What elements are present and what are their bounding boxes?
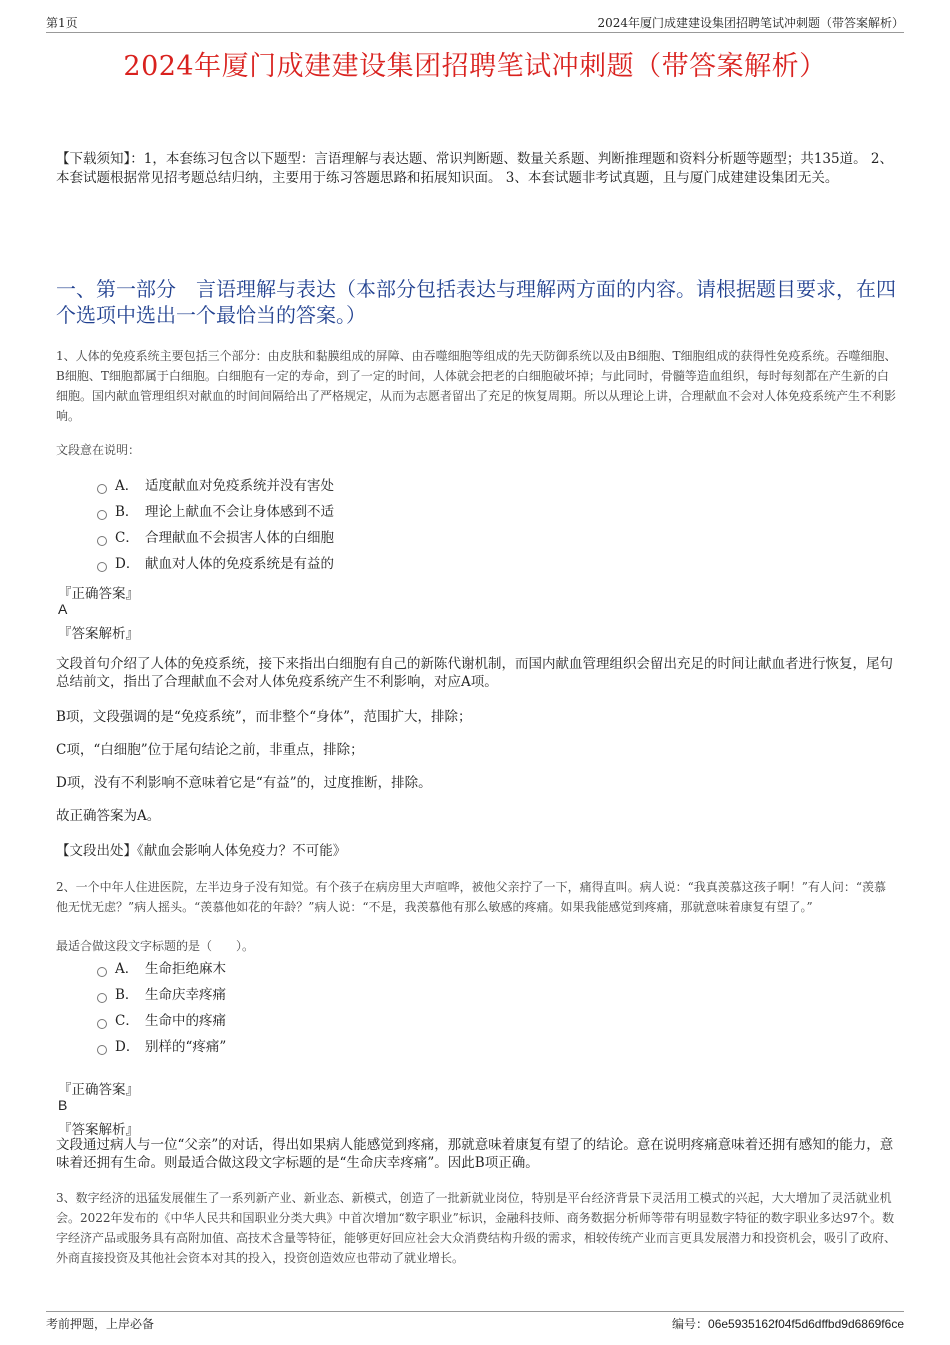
q2-option-a[interactable]: A． 生命拒绝麻木: [97, 959, 226, 979]
radio-icon[interactable]: [97, 484, 107, 494]
footer-slogan: 考前押题，上岸必备: [46, 1317, 155, 1331]
q2-analysis-label: 『答案解析』: [58, 1122, 139, 1138]
radio-icon[interactable]: [97, 993, 107, 1003]
page-number: 第1页: [46, 16, 78, 30]
q1-correct-label: 『正确答案』: [58, 586, 139, 602]
q1-option-a[interactable]: A． 适度献血对免疫系统并没有害处: [97, 476, 334, 496]
download-notice: 【下载须知】：1，本套练习包含以下题型：言语理解与表达题、常识判断题、数量关系题、判断推理题和资料分析题等题型；共135道。 2、本套试题根据常见招考题总结归纳，主要用于练习答题思路和拓展知识面。 3、本套试题非考试真题，且与厦门成建建设集团无关。: [56, 151, 893, 186]
footer-doc-id: 编号：06e5935162f04f5d6dffbd9d6869f6ce: [672, 1317, 904, 1331]
header-doc-title: 2024年厦门成建建设集团招聘笔试冲刺题（带答案解析）: [597, 16, 904, 30]
radio-icon[interactable]: [97, 967, 107, 977]
q1-analysis-label: 『答案解析』: [58, 626, 139, 642]
q1-question: 文段意在说明：: [56, 443, 141, 457]
radio-icon[interactable]: [97, 1019, 107, 1029]
radio-icon[interactable]: [97, 562, 107, 572]
q1-correct-answer: A: [58, 601, 68, 617]
q2-option-c[interactable]: C． 生命中的疼痛: [97, 1011, 226, 1031]
q1-option-c[interactable]: C． 合理献血不会损害人体的白细胞: [97, 528, 334, 548]
q1-analysis-p4: D项，没有不利影响不意味着它是“有益”的，过度推断，排除。: [56, 775, 432, 791]
q2-stem: 2、一个中年人住进医院，左半边身子没有知觉。有个孩子在病房里大声喧哗，被他父亲拧了一下，痛得直叫。病人说：“我真羡慕这孩子啊！”有人问：“羡慕他无忧无虑？”病人摇头。“羡慕他如花的年龄？”病人说：“不是，我羡慕他有那么敏感的疼痛。如果我能感觉到疼痛，那就意味着康复有望了。”: [56, 880, 887, 914]
q2-option-d[interactable]: D． 别样的“疼痛”: [97, 1037, 226, 1057]
section-heading: 一、第一部分 言语理解与表达（本部分包括表达与理解两方面的内容。请根据题目要求，在四个选项中选出一个最恰当的答案。）: [56, 277, 896, 327]
q1-option-d[interactable]: D． 献血对人体的免疫系统是有益的: [97, 554, 334, 574]
q2-analysis: 文段通过病人与一位“父亲”的对话，得出如果病人能感觉到疼痛，那就意味着康复有望了的结论。意在说明疼痛意味着还拥有感知的能力，意味着还拥有生命。则最适合做这段文字标题的是“生命庆幸疼痛”。因此B项正确。: [56, 1137, 894, 1171]
q1-analysis-p3: C项，“白细胞”位于尾句结论之前，非重点，排除；: [56, 742, 364, 758]
q2-option-b[interactable]: B． 生命庆幸疼痛: [97, 985, 226, 1005]
q2-question: 最适合做这段文字标题的是（ ）。: [56, 939, 255, 953]
q1-analysis-p2: B项，文段强调的是“免疫系统”，而非整个“身体”，范围扩大，排除；: [56, 709, 472, 725]
q2-correct-answer: B: [58, 1097, 68, 1113]
radio-icon[interactable]: [97, 1045, 107, 1055]
q1-analysis-p1: 文段首句介绍了人体的免疫系统，接下来指出白细胞有自己的新陈代谢机制，而国内献血管理组织会留出充足的时间让献血者进行恢复，尾句总结前文，指出了合理献血不会对人体免疫系统产生不利影响，对应A项。: [56, 656, 893, 690]
q3-stem: 3、数字经济的迅猛发展催生了一系列新产业、新业态、新模式，创造了一批新就业岗位，特别是平台经济背景下灵活用工模式的兴起，大大增加了灵活就业机会。2022年发布的《中华人民共和国职业分类大典》中首次增加“数字职业”标识，金融科技师、商务数据分析师等带有明显数字特征的数字职业多达97个。数字经济产品或服务具有高附加值、高技术含量等特征，能够更好回应社会大众消费结构升级的需求，相较传统产业而言更具发展潜力和投资机会，吸引了政府、外商直接投资及其他社会资本对其的投入，投资创造效应也带动了就业增长。: [56, 1191, 897, 1265]
q1-stem: 1、人体的免疫系统主要包括三个部分：由皮肤和黏膜组成的屏障、由吞噬细胞等组成的先天防御系统以及由B细胞、T细胞组成的获得性免疫系统。吞噬细胞、B细胞、T细胞都属于白细胞。白细胞有一定的寿命，到了一定的时间，人体就会把老的白细胞破坏掉；与此同时，骨髓等造血组织，每时每刻都在产生新的白细胞。国内献血管理组织对献血的时间间隔给出了严格规定，从而为志愿者留出了充足的恢复周期。所以从理论上讲，合理献血不会对人体免疫系统产生不利影响。: [56, 349, 897, 423]
q2-correct-label: 『正确答案』: [58, 1082, 139, 1098]
q1-source: 【文段出处】《献血会影响人体免疫力？不可能》: [56, 843, 347, 859]
header-divider: [46, 32, 904, 33]
page-title: 2024年厦门成建建设集团招聘笔试冲刺题（带答案解析）: [123, 51, 827, 82]
footer-divider: [46, 1311, 904, 1312]
q1-option-b[interactable]: B． 理论上献血不会让身体感到不适: [97, 502, 334, 522]
q1-analysis-p5: 故正确答案为A。: [56, 808, 161, 824]
radio-icon[interactable]: [97, 536, 107, 546]
radio-icon[interactable]: [97, 510, 107, 520]
